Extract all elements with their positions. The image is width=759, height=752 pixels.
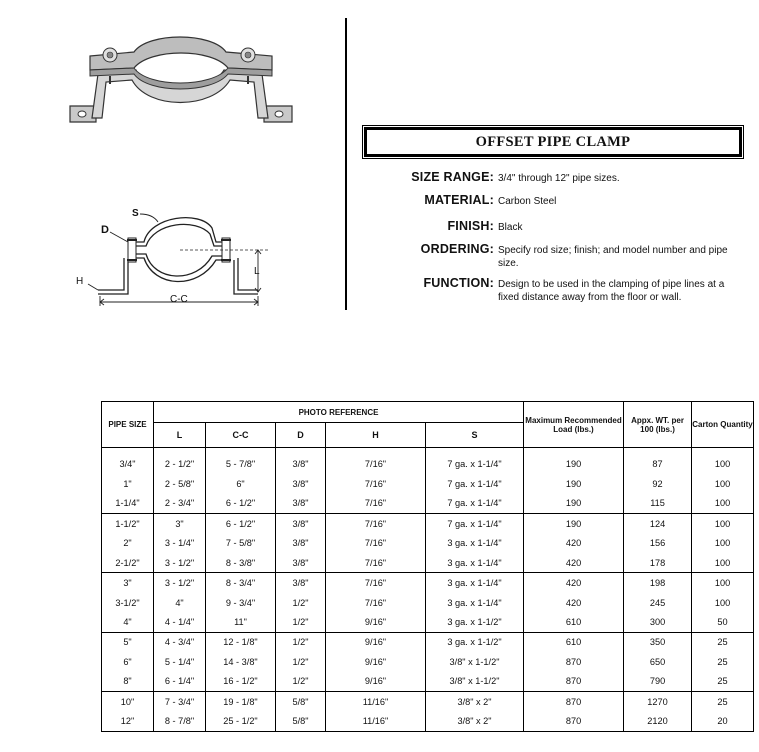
table-cell: 2" [102,533,154,552]
table-cell: 100 [692,553,754,573]
table-cell: 178 [624,553,692,573]
table-cell: 4" [154,593,206,612]
table-cell: 3/8" [276,533,326,552]
table-cell: 190 [524,448,624,475]
label-cc: C-C [170,294,188,305]
table-cell: 350 [624,632,692,652]
table-cell: 3/8" x 2" [426,692,524,712]
table-cell: 300 [624,612,692,632]
table-cell: 2 - 5/8" [154,474,206,493]
table-cell: 5 - 7/8" [206,448,276,475]
table-cell: 3/8" [276,513,326,533]
table-cell: 3/8" [276,573,326,593]
table-cell: 3" [154,513,206,533]
table-cell: 4 - 3/4" [154,632,206,652]
table-row [102,513,754,533]
table-cell: 7/16" [326,448,426,475]
table-cell: 9/16" [326,652,426,671]
table-cell: 7 ga. x 1-1/4" [426,513,524,533]
table-cell: 420 [524,593,624,612]
table-cell: 3/8" x 1-1/2" [426,652,524,671]
table-cell: 6 - 1/2" [206,494,276,514]
spec-key: FUNCTION: [423,276,494,290]
header-carton: Carton Quantity [692,402,754,448]
spec-key: FINISH: [447,219,494,233]
table-cell: 5/8" [276,711,326,731]
table-cell: 8 - 7/8" [154,711,206,731]
vertical-divider [345,18,347,310]
table-cell: 420 [524,573,624,593]
table-row [102,652,754,671]
table-cell: 6 - 1/2" [206,513,276,533]
spec-key: ORDERING: [420,242,494,256]
table-cell: 1" [102,474,154,493]
specification-table [101,401,754,732]
header-max-load: Maximum Recommended Load (lbs.) [524,402,624,448]
table-cell: 4 - 1/4" [154,612,206,632]
table-cell: 10" [102,692,154,712]
table-cell: 2 - 3/4" [154,494,206,514]
table-row [102,474,754,493]
header-h: H [326,423,426,448]
table-cell: 420 [524,553,624,573]
table-row [102,692,754,712]
table-cell: 3 - 1/2" [154,553,206,573]
table-cell: 5 - 1/4" [154,652,206,671]
table-row [102,632,754,652]
spec-size-range [366,170,746,185]
table-cell: 25 [692,672,754,692]
header-s: S [426,423,524,448]
table-cell: 1/2" [276,652,326,671]
table-cell: 4" [102,612,154,632]
table-cell: 115 [624,494,692,514]
table-cell: 650 [624,652,692,671]
table-cell: 50 [692,612,754,632]
table-cell: 12" [102,711,154,731]
table-cell: 7/16" [326,553,426,573]
table-cell: 9/16" [326,612,426,632]
table-row [102,573,754,593]
table-cell: 2 - 1/2" [154,448,206,475]
table-cell: 100 [692,448,754,475]
table-cell: 7/16" [326,513,426,533]
spec-value: Carbon Steel [498,196,557,207]
table-cell: 3" [102,573,154,593]
table-cell: 3/8" x 1-1/2" [426,672,524,692]
table-cell: 16 - 1/2" [206,672,276,692]
table-cell: 610 [524,612,624,632]
table-cell: 3 ga. x 1-1/4" [426,573,524,593]
table-cell: 5/8" [276,692,326,712]
spec-material [366,193,746,208]
table-cell: 3 ga. x 1-1/2" [426,632,524,652]
header-weight: Appx. WT. per 100 (lbs.) [624,402,692,448]
table-cell: 92 [624,474,692,493]
spec-value: Specify rod size; finish; and model number and pipe size. [498,245,728,269]
table-cell: 6 - 1/4" [154,672,206,692]
table-cell: 11/16" [326,692,426,712]
table-cell: 610 [524,632,624,652]
table-row [102,448,754,475]
header-d: D [276,423,326,448]
pipe-clamp-illustration [62,30,298,134]
table-cell: 3-1/2" [102,593,154,612]
table-cell: 5" [102,632,154,652]
table-cell: 8" [102,672,154,692]
spec-value: Black [498,222,523,233]
header-photo-reference: PHOTO REFERENCE [154,402,524,423]
table-cell: 6" [206,474,276,493]
table-cell: 100 [692,474,754,493]
table-row [102,533,754,552]
table-cell: 11" [206,612,276,632]
table-cell: 3 ga. x 1-1/2" [426,612,524,632]
table-cell: 7 ga. x 1-1/4" [426,474,524,493]
table-cell: 87 [624,448,692,475]
table-cell: 2120 [624,711,692,731]
table-row [102,593,754,612]
table-cell: 100 [692,573,754,593]
table-cell: 420 [524,533,624,552]
label-d: D [101,224,109,236]
table-cell: 3/4" [102,448,154,475]
product-title: OFFSET PIPE CLAMP [364,127,742,157]
table-cell: 7/16" [326,533,426,552]
spec-function [366,276,746,304]
table-cell: 14 - 3/8" [206,652,276,671]
table-cell: 20 [692,711,754,731]
table-cell: 6" [102,652,154,671]
table-cell: 8 - 3/4" [206,573,276,593]
table-cell: 3/8" [276,494,326,514]
table-cell: 19 - 1/8" [206,692,276,712]
table-cell: 7 ga. x 1-1/4" [426,494,524,514]
table-cell: 3 ga. x 1-1/4" [426,553,524,573]
table-row [102,711,754,731]
table-cell: 1-1/2" [102,513,154,533]
table-cell: 7/16" [326,593,426,612]
label-s: S [132,208,139,219]
spec-ordering [366,242,746,270]
table-cell: 870 [524,692,624,712]
spec-value: Design to be used in the clamping of pipe lines at a fixed distance away from the floor or wall. [498,279,725,303]
table-cell: 3 - 1/4" [154,533,206,552]
table-cell: 245 [624,593,692,612]
table-cell: 9/16" [326,672,426,692]
table-row [102,612,754,632]
spec-value: 3/4" through 12" pipe sizes. [498,173,620,184]
table-cell: 9 - 3/4" [206,593,276,612]
table-cell: 190 [524,494,624,514]
table-cell: 3/8" [276,553,326,573]
header-cc: C-C [206,423,276,448]
table-cell: 1/2" [276,612,326,632]
label-l: L [254,266,260,277]
table-cell: 1270 [624,692,692,712]
table-cell: 1-1/4" [102,494,154,514]
table-cell: 198 [624,573,692,593]
table-cell: 3/8" [276,448,326,475]
table-cell: 870 [524,652,624,671]
table-cell: 7/16" [326,494,426,514]
table-cell: 3 - 1/2" [154,573,206,593]
table-cell: 12 - 1/8" [206,632,276,652]
table-row [102,672,754,692]
table-cell: 11/16" [326,711,426,731]
table-cell: 1/2" [276,593,326,612]
table-cell: 100 [692,513,754,533]
table-cell: 8 - 3/8" [206,553,276,573]
spec-key: MATERIAL: [424,193,494,207]
table-cell: 790 [624,672,692,692]
table-cell: 190 [524,513,624,533]
table-row [102,553,754,573]
table-cell: 2-1/2" [102,553,154,573]
table-cell: 3 ga. x 1-1/4" [426,593,524,612]
table-cell: 7 - 5/8" [206,533,276,552]
table-cell: 9/16" [326,632,426,652]
table-cell: 3 ga. x 1-1/4" [426,533,524,552]
table-cell: 7/16" [326,474,426,493]
table-cell: 870 [524,672,624,692]
header-pipe-size: PIPE SIZE [102,402,154,448]
table-cell: 1/2" [276,632,326,652]
table-cell: 1/2" [276,672,326,692]
table-cell: 124 [624,513,692,533]
table-row [102,494,754,514]
spec-key: SIZE RANGE: [411,170,494,184]
table-cell: 100 [692,533,754,552]
table-cell: 3/8" [276,474,326,493]
table-cell: 25 [692,632,754,652]
table-cell: 190 [524,474,624,493]
table-cell: 7/16" [326,573,426,593]
spec-finish [366,219,746,234]
table-cell: 100 [692,593,754,612]
table-cell: 7 - 3/4" [154,692,206,712]
table-cell: 100 [692,494,754,514]
table-cell: 156 [624,533,692,552]
table-cell: 870 [524,711,624,731]
table-cell: 25 [692,652,754,671]
table-cell: 3/8" x 2" [426,711,524,731]
header-l: L [154,423,206,448]
table-cell: 25 - 1/2" [206,711,276,731]
table-cell: 25 [692,692,754,712]
table-cell: 7 ga. x 1-1/4" [426,448,524,475]
label-h: H [76,276,84,287]
